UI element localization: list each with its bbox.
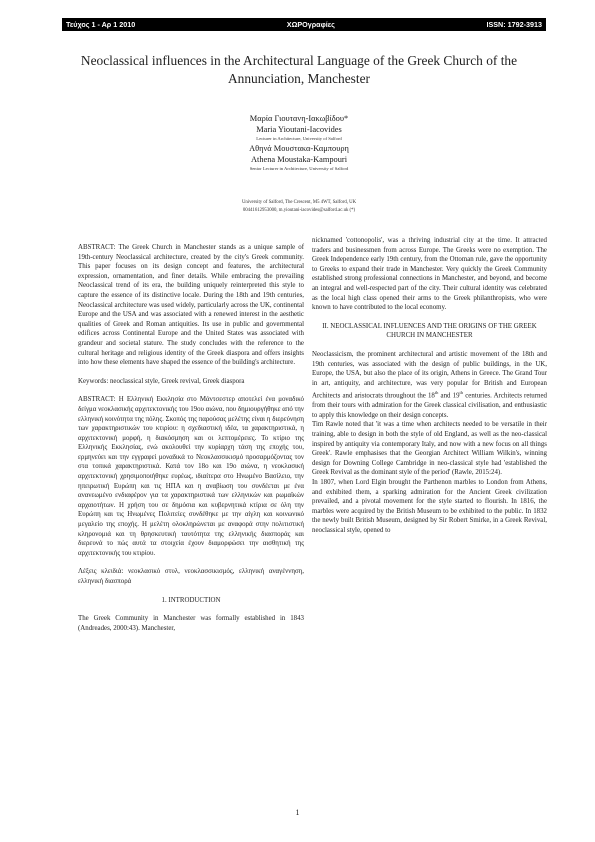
address-line: University of Salford, The Crescent, M5 4WT, Salford, UK (241, 200, 357, 205)
right-column (312, 236, 547, 536)
abstract-greek: ABSTRACT: Η Ελληνική Εκκλησία στο Μάντσεστερ αποτελεί ένα μοναδικό δείγμα νεοκλασικής αρχιτεκτονικής του 19ου αιώνα, που δημιουργήθηκε από την ελληνική κοινότητα της πόλης. Σκοπός της παρούσας μελέτης είναι η διερεύνηση των χαρακτηριστικών του κτιρίου: η σχεδιαστική ιδέα, τα χαρακτηριστικά, η αρχιτεκτονική μορφή, η διακόσμηση και οι λεπτομέρειες. Το κτίριο της Ελληνικής Εκκλησίας, ενώ ακολουθεί την κυρίαρχη τάση της εποχής του, ερμηνεύει και την εγγραφεί μοναδικά το Νεοκλασσικισμό προσαρμόζοντας τον στα τοπικά χαρακτηριστικά. Κατά τον 18ο και 19ο αιώνα, η νεοκλασική αρχιτεκτονική χρησιμοποιήθηκε ευρέως, ιδιαίτερα στο Ηνωμένο Βασίλειο, την ηπειρωτική Ευρώπη και τις ΗΠΑ και η αναβίωση του συνδέεται με ένα ανανεωμένο ενδιαφέρον για τα χαρακτηριστικά των ελληνικών και ρωμαϊκών αρχαιοτήτων. Η χρήση του σε δημόσια και κυβερνητικά κτίρια σε όλη την Ευρώπη και τις Ηνωμένες Πολιτείες συνδέθηκε με την αίγλη και κοινωνικό μεγαλείο της εποχής. Η μελέτη ολοκληρώνεται με αναφορά στην πολιτιστική κληρονομιά και τη θρησκευτική ταυτότητα της ελληνικής διασποράς και διερευνά το πώς αυτά τα στοιχεία έχουν διαμορφώσει την αισθητική της αρχιτεκτονικής του κτιρίου. (78, 396, 304, 557)
author-block (160, 113, 438, 173)
elgin-paragraph: In 1807, when Lord Elgin brought the Parthenon marbles to London from Athens, and exhibited them, a sparking admiration for the Ancient Greek civilization prevailed, and a pivotal movement for the style started to flourish. In 1816, the marbles were acquired by the British Museum to be exhibited to the public. In 1832 the newly built British Museum, designed by Sir Robert Smirke, in a Greek Revival, neoclassical style, opened to (312, 478, 547, 534)
abstract-english: ABSTRACT: The Greek Church in Manchester stands as a unique sample of 19th-century Neoclassical architecture, created by the city's Greek community. This paper focuses on its design concept and features, the architectural expression, ornamentation, and finer details. While embracing the prevailing Neoclassical trend of its era, the building uniquely reinterpreted this style to capture the essence of its distinctive locale. During the 18th and 19th centuries, Neoclassical architecture was used widely, particularly across the UK, continental Europe and the USA and was associated with a renewed interest in the aesthetic qualities of Greek and Roman antiquities. Its use in public and governmental edifices across Continental Europe and the United States was associated with grandeur and societal stature. The study concludes with the reference to the cultural heritage and religious identity of the Greek diaspora and offers insights into how these elements have shaped the essence of the building's architecture. (78, 244, 304, 367)
paper-title: Neoclassical influences in the Architectural Language of the Greek Church of the Annunciation, Manchester (80, 53, 518, 86)
journal-header-bar (62, 18, 546, 31)
author-1-affiliation: Lecturer in Architecture, University of Salford (256, 136, 342, 141)
author-1-name-greek: Μαρία Γιουτανη-Ιακωβίδου* (249, 114, 349, 123)
neoclassicism-paragraph: Neoclassicism, the prominent architectural and artistic movement of the 18th and 19th centuries, was associated with the design of public buildings, in the UK, Europe, the USA, but also the place of its origin, Athens in Greece. The Grand Tour in art, antiquity, and architecture, was very popular for British and European Architects and aristocrats throughout the 18th and 19th centuries. Architects returned from their tours with admiration for the Greek classical civilisation, and enthusiastic to apply this knowledge on their design concepts. (312, 350, 547, 419)
issue-label: Τεύχος 1 - Αρ 1 2010 (66, 20, 136, 29)
keywords-greek: Λέξεις κλειδιά: νεοκλασικό στυλ, νεοκλασσικισμός, ελληνική αναγέννηση, ελληνική διασπορά (78, 568, 304, 585)
introduction-paragraph: The Greek Community in Manchester was formally established in 1843 (Andreades, 2000:43). Manchester, (78, 615, 304, 632)
keywords-english: Keywords: neoclassical style, Greek revival, Greek diaspora (78, 377, 245, 385)
contact-line: 00441612953000, m.yioutani-iacovides@salford.ac.uk (*) (242, 208, 356, 213)
author-2-name-greek: Αθηνά Μουστακα-Καμπουρη (249, 144, 349, 153)
author-2-affiliation: Senior Lecturer in Architecture, University of Salford (249, 166, 349, 171)
rawle-paragraph: Tim Rawle noted that 'it was a time when architects needed to be versatile in their training, able to design in both the style of old England, as well as the neo-classical inspired by antiquity via contemporary Italy, and now with a new focus on all things Greek'. Rawle emphasises that the Georgian Architect William Wilkin's, winning design for Downing College Cambridge in neo-classical style had 'established the Greek Revival as the dominant style of the period' (Rawle, 2015:24). (312, 421, 547, 477)
author-1-name: Maria Yioutani-Iacovides (256, 125, 342, 134)
section-heading-introduction: 1. INTRODUCTION (161, 596, 221, 604)
community-paragraph: nicknamed 'cottonopolis', was a thriving industrial city at the time. It attracted traders and businessmen from across Europe. The Greeks were no exemption. The Greek Independence early 19th century, from the Ottoman rule, gave the opportunity to Greeks to expand their trade in Manchester. Very quickly the Greek Community established strong professional connections in Manchester, and beyond, and become an integral and well-respected part of the city. Their cultural identity was celebrated as the local high class opened their arms to the Greek philanthropists, who were known to have contributed to the local economy. (312, 237, 547, 312)
page-number: 1 (295, 808, 300, 817)
university-address (160, 199, 438, 215)
journal-name: ΧΩΡΟγραφίες (286, 20, 335, 29)
author-2-name: Athena Moustaka-Kampouri (250, 155, 348, 164)
section-heading-neoclassical: II. NEOCLASSICAL INFLUENCES AND THE ORIGINS OF THE GREEK CHURCH IN MANCHESTER (322, 322, 537, 340)
issn-label: ISSN: 1792-3913 (486, 20, 542, 29)
left-column (78, 243, 304, 633)
